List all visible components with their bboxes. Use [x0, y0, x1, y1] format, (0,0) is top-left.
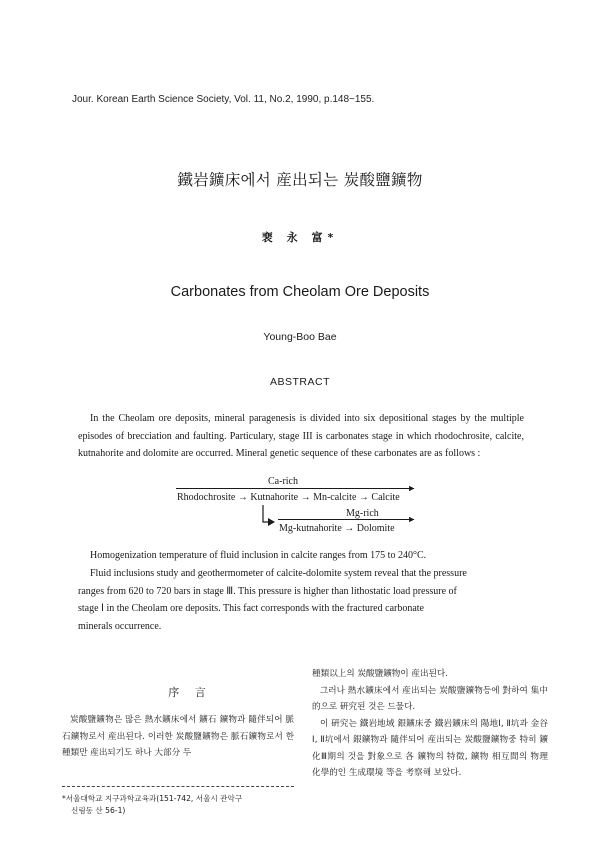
- abstract-heading: ABSTRACT: [269, 376, 330, 388]
- abstract-paragraph-1: In the Cheolam ore deposits, mineral paragenesis is divided into six depositional stages by the multiple episodes of brecciation and faulting. Particulary, stage III is carbonates stage in which rhodochrosite, calcite, kutnahorite and dolomite are occurred. Mineral genetic sequence of these carbonates are as follows :: [78, 413, 524, 459]
- abstract-line-3: ranges from 620 to 720 bars in stage Ⅲ. This pressure is higher than lithostatic load pressure of: [78, 585, 457, 597]
- main-sequence-text: Rhodochrosite → Kutnahorite → Mn-calcite → Calcite: [177, 492, 400, 503]
- intro-right-column: [312, 666, 548, 782]
- ca-rich-label: Ca-rich: [268, 476, 298, 487]
- journal-reference: Jour. Korean Earth Science Society, Vol. 11, No.2, 1990, p.148~155.: [72, 94, 375, 105]
- section-heading-introduction: 序 言: [168, 686, 212, 699]
- intro-left-column: 炭酸鹽鑛物은 많은 熱水鑛床에서 鑛石 鑛物과 隨伴되어 脈石鑛物로서 産出된다. 이러한 炭酸鹽鑛物은 脈石鑛物로서 한 種類만 産出되기도 하나 大部分 두: [62, 715, 294, 758]
- abstract-line-4: stage Ⅰ in the Cheolam ore deposits. This fact corresponds with the fractured carbonate: [78, 603, 424, 615]
- korean-author: 裵 永 富*: [261, 231, 339, 244]
- footnote-line-1: *서울대학교 지구과학교육과(151-742, 서울시 관악구: [62, 794, 243, 803]
- intro-right-paragraph-1: 種類以上의 炭酸鹽鑛物이 産出된다.: [312, 669, 448, 679]
- intro-right-paragraph-3: 이 硏究는 鐵岩地域 銀鑛床중 鐵岩鑛床의 陽地Ⅰ, Ⅱ坑과 金谷Ⅰ, Ⅱ坑에서 銀鑛物과 隨伴되어 産出되는 炭酸鹽鑛物중 特히 鑛化Ⅲ期의 것을 對象으로 各 鑛物의 特徵, 鑛物 相互間의 物理 化學的인 生成環境 等을 考察해 보았다.: [312, 718, 548, 778]
- author-affiliation-footnote: [62, 793, 298, 817]
- footnote-line-2: 신림동 산 56-1): [71, 806, 126, 815]
- intro-right-paragraph-2: 그러나 熱水鑛床에서 産出되는 炭酸鹽鑛物등에 對하여 集中的으로 硏究된 것은 드물다.: [312, 685, 548, 712]
- branch-arrowhead: [268, 518, 275, 526]
- abstract-line-2: Fluid inclusions study and geothermometer of calcite-dolomite system reveal that the pressure: [90, 567, 467, 579]
- abstract-paragraph-2: [78, 547, 524, 636]
- abstract-line-5: minerals occurrence.: [78, 621, 162, 633]
- branch-sequence-text: Mg-kutnahorite → Dolomite: [279, 523, 395, 534]
- english-title: Carbonates from Cheolam Ore Deposits: [170, 284, 430, 300]
- english-author: Young-Boo Bae: [263, 331, 337, 343]
- mg-rich-label: Mg-rich: [346, 508, 379, 519]
- footnote-divider: [62, 786, 294, 787]
- abstract-line-1: Homogenization temperature of fluid inclusion in calcite ranges from 175 to 240°C.: [90, 550, 427, 561]
- korean-title: 鐵岩鑛床에서 産出되는 炭酸鹽鑛物: [177, 171, 423, 189]
